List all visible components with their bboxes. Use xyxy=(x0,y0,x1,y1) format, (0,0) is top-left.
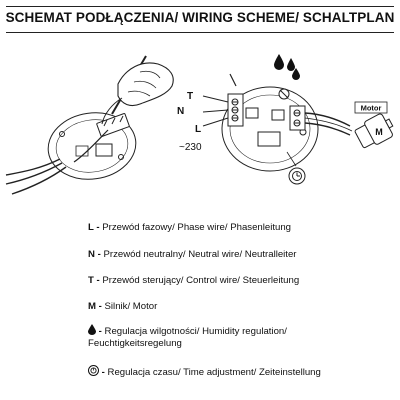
legend-key: M - xyxy=(88,301,102,312)
legend-key: - xyxy=(98,326,102,338)
legend-key: N - xyxy=(88,249,101,260)
legend-text: Regulacja czasu/ Time adjustment/ Zeiteinstellung xyxy=(107,367,321,379)
legend-item-m xyxy=(88,301,157,313)
legend-key: T - xyxy=(88,275,100,286)
legend-text: Silnik/ Motor xyxy=(104,301,158,312)
timer-knob-icon xyxy=(88,365,99,380)
legend-text: Przewód sterujący/ Control wire/ Steuerleitung xyxy=(102,275,300,286)
water-drops-icon xyxy=(274,54,300,80)
left-illustration xyxy=(6,56,173,194)
legend-item-t xyxy=(88,275,299,287)
legend-text: Regulacja wilgotności/ Humidity regulation/ xyxy=(104,326,287,338)
water-drop-icon xyxy=(88,324,96,339)
terminal-label-t: T xyxy=(187,91,194,102)
legend-key: L - xyxy=(88,222,100,233)
right-controller xyxy=(203,74,352,184)
legend-text: Przewód neutralny/ Neutral wire/ Neutralleiter xyxy=(103,249,297,260)
legend-key: - xyxy=(101,367,105,379)
terminal-label-n: N xyxy=(177,106,185,117)
header xyxy=(0,0,400,34)
page-title: SCHEMAT PODŁĄCZENIA/ WIRING SCHEME/ SCHALTPLAN xyxy=(5,10,395,25)
motor-label: Motor xyxy=(360,103,382,113)
legend-item-humidity xyxy=(88,324,287,339)
terminal-label-l: L xyxy=(195,124,202,135)
legend-text-continued: Feuchtigkeitsregelung xyxy=(88,338,182,349)
wiring-diagram xyxy=(0,34,400,220)
hand-outline xyxy=(118,63,173,106)
header-bottom-rule xyxy=(6,32,394,33)
motor-symbol: M xyxy=(375,127,383,137)
legend-item-n xyxy=(88,249,297,261)
legend-item-l xyxy=(88,222,291,234)
voltage-label: ~230 xyxy=(179,142,202,153)
legend-text: Przewód fazowy/ Phase wire/ Phasenleitung xyxy=(102,222,292,233)
motor xyxy=(353,102,397,151)
legend-item-timer xyxy=(88,365,321,380)
header-top-rule xyxy=(6,6,394,7)
